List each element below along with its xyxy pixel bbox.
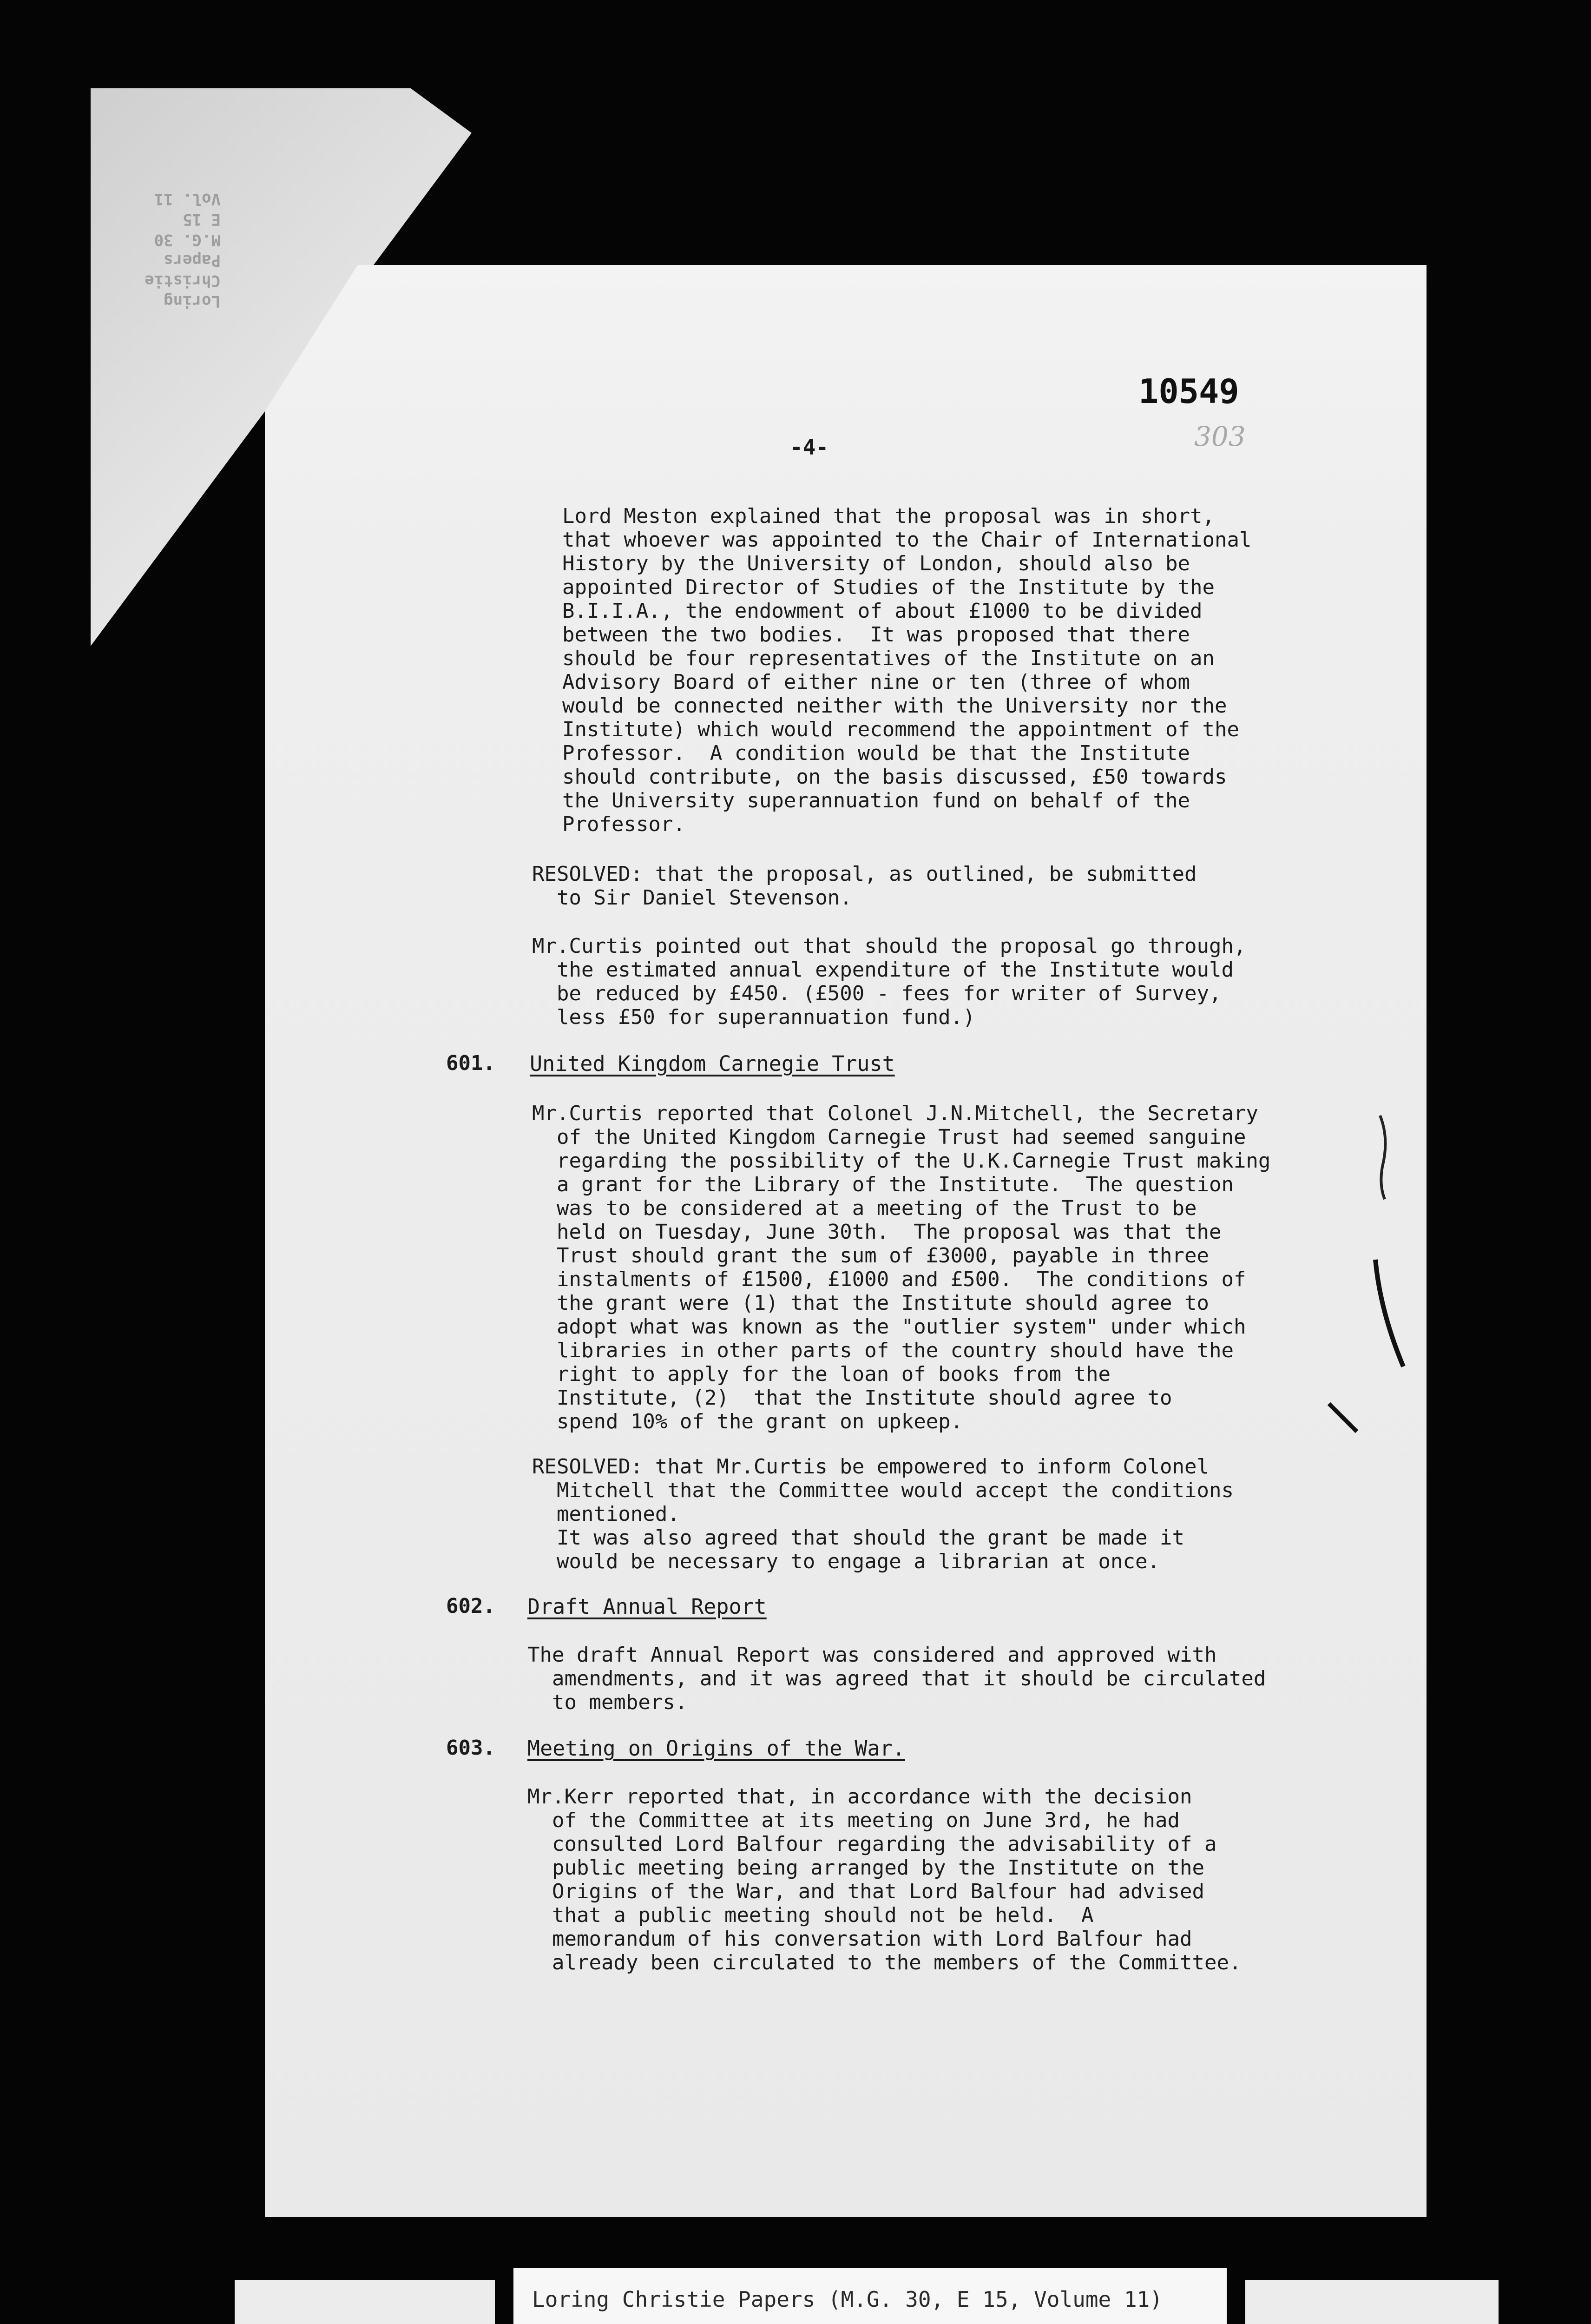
typed-line: less £50 for superannuation fund.) <box>532 1005 975 1029</box>
typed-line: Lord Meston explained that the proposal was in short, <box>562 504 1215 528</box>
typed-line: Professor. A condition would be that the Institute <box>562 741 1190 765</box>
typed-line: Institute) which would recommend the appointment of the <box>562 718 1239 741</box>
flap-stamp-line: M.G. 30 <box>154 231 221 249</box>
meston-paragraph <box>562 504 1251 836</box>
resolved-carnegie <box>532 1455 1234 1573</box>
item-number-602: 602. <box>446 1594 495 1618</box>
typed-line: adopt what was known as the "outlier system" under which <box>532 1315 1246 1339</box>
flap-stamp-line: Papers <box>164 251 221 270</box>
resolved-submission <box>532 862 1197 910</box>
flap-stamp-text <box>100 107 221 311</box>
typed-line: a grant for the Library of the Institute. The question <box>532 1173 1234 1196</box>
typed-line: It was also agreed that should the grant be made it <box>532 1526 1184 1550</box>
typed-line: the University superannuation fund on behalf of the <box>562 789 1190 812</box>
typed-line: amendments, and it was agreed that it should be circulated <box>527 1667 1266 1690</box>
margin-pen-mark <box>1366 1255 1408 1376</box>
typed-line: public meeting being arranged by the Institute on the <box>527 1856 1204 1880</box>
typed-line: Trust should grant the sum of £3000, payable in three <box>532 1244 1209 1268</box>
document-number: 10549 <box>1138 372 1239 411</box>
item-number-603: 603. <box>446 1736 495 1760</box>
typed-line: between the two bodies. It was proposed that there <box>562 623 1190 647</box>
origins-war-paragraph <box>527 1785 1241 1974</box>
typed-line: be reduced by £450. (£500 - fees for writer of Survey, <box>532 982 1222 1005</box>
typed-line: of the United Kingdom Carnegie Trust had seemed sanguine <box>532 1125 1246 1149</box>
typed-line: to members. <box>527 1690 688 1714</box>
typed-line: would be connected neither with the University nor the <box>562 694 1227 718</box>
typed-line: memorandum of his conversation with Lord Balfour had <box>527 1927 1192 1951</box>
typed-line: appointed Director of Studies of the Institute by the <box>562 575 1215 599</box>
label-tab-left <box>495 2266 513 2324</box>
typed-line: held on Tuesday, June 30th. The proposal was that the <box>532 1220 1222 1244</box>
margin-tick-mark <box>1324 1399 1366 1441</box>
label-tab-right <box>1227 2266 1245 2324</box>
typed-line: libraries in other parts of the country should have the <box>532 1339 1234 1362</box>
curtis-expenditure-paragraph <box>532 934 1246 1029</box>
typed-line: Mr.Curtis reported that Colonel J.N.Mitchell, the Secretary <box>532 1102 1258 1125</box>
typed-line: should be four representatives of the Institute on an <box>562 647 1215 670</box>
typed-line: Mitchell that the Committee would accept the conditions <box>532 1479 1234 1502</box>
page-marker: -4- <box>790 435 829 460</box>
flap-stamp-line: Loring Christie <box>145 271 221 310</box>
typed-line: RESOLVED: that the proposal, as outlined, be submitted <box>532 862 1197 886</box>
typed-line: History by the University of London, should also be <box>562 552 1190 575</box>
typed-line: Professor. <box>562 812 685 836</box>
pencil-folio-number: 303 <box>1194 421 1246 452</box>
typed-line: would be necessary to engage a librarian at once. <box>532 1550 1160 1573</box>
heading-603: Meeting on Origins of the War. <box>527 1736 905 1761</box>
typed-line: mentioned. <box>532 1502 680 1526</box>
typed-line: that whoever was appointed to the Chair of International <box>562 528 1252 552</box>
citation-text: Loring Christie Papers (M.G. 30, E 15, Volume 11) <box>532 2287 1163 2312</box>
heading-602: Draft Annual Report <box>527 1594 767 1619</box>
typed-line: RESOLVED: that Mr.Curtis be empowered to inform Colonel <box>532 1455 1209 1479</box>
typed-line: regarding the possibility of the U.K.Carnegie Trust making <box>532 1149 1271 1173</box>
typed-line: that a public meeting should not be held. A <box>527 1903 1094 1927</box>
typed-line: right to apply for the loan of books from the <box>532 1362 1111 1386</box>
typed-line: of the Committee at its meeting on June 3rd, he had <box>527 1809 1180 1832</box>
heading-601: United Kingdom Carnegie Trust <box>530 1051 895 1076</box>
typed-line: the grant were (1) that the Institute should agree to <box>532 1291 1209 1315</box>
annual-report-paragraph <box>527 1643 1266 1714</box>
typed-line: Mr.Kerr reported that, in accordance with the decision <box>527 1785 1192 1809</box>
typed-line: should contribute, on the basis discussed, £50 towards <box>562 765 1227 789</box>
typed-line: Mr.Curtis pointed out that should the proposal go through, <box>532 934 1246 958</box>
typed-line: already been circulated to the members of the Committee. <box>527 1951 1242 1974</box>
typed-line: spend 10% of the grant on upkeep. <box>532 1410 963 1433</box>
flap-stamp-line: Vol. 11 <box>154 190 221 208</box>
typed-line: the estimated annual expenditure of the Institute would <box>532 958 1234 982</box>
typed-line: Origins of the War, and that Lord Balfour had advised <box>527 1880 1204 1903</box>
typed-line: instalments of £1500, £1000 and £500. The conditions of <box>532 1268 1246 1291</box>
item-number-601: 601. <box>446 1051 495 1075</box>
typed-line: The draft Annual Report was considered and approved with <box>527 1643 1217 1667</box>
margin-bracket-mark <box>1361 1111 1399 1204</box>
typed-line: to Sir Daniel Stevenson. <box>532 886 852 910</box>
typed-line: B.I.I.A., the endowment of about £1000 to be divided <box>562 599 1203 623</box>
typed-line: Advisory Board of either nine or ten (three of whom <box>562 670 1190 694</box>
typed-line: was to be considered at a meeting of the Trust to be <box>532 1196 1197 1220</box>
carnegie-paragraph <box>532 1102 1270 1433</box>
typed-line: consulted Lord Balfour regarding the advisability of a <box>527 1832 1217 1856</box>
typed-line: Institute, (2) that the Institute should agree to <box>532 1386 1172 1410</box>
flap-stamp-line: E 15 <box>183 210 221 229</box>
